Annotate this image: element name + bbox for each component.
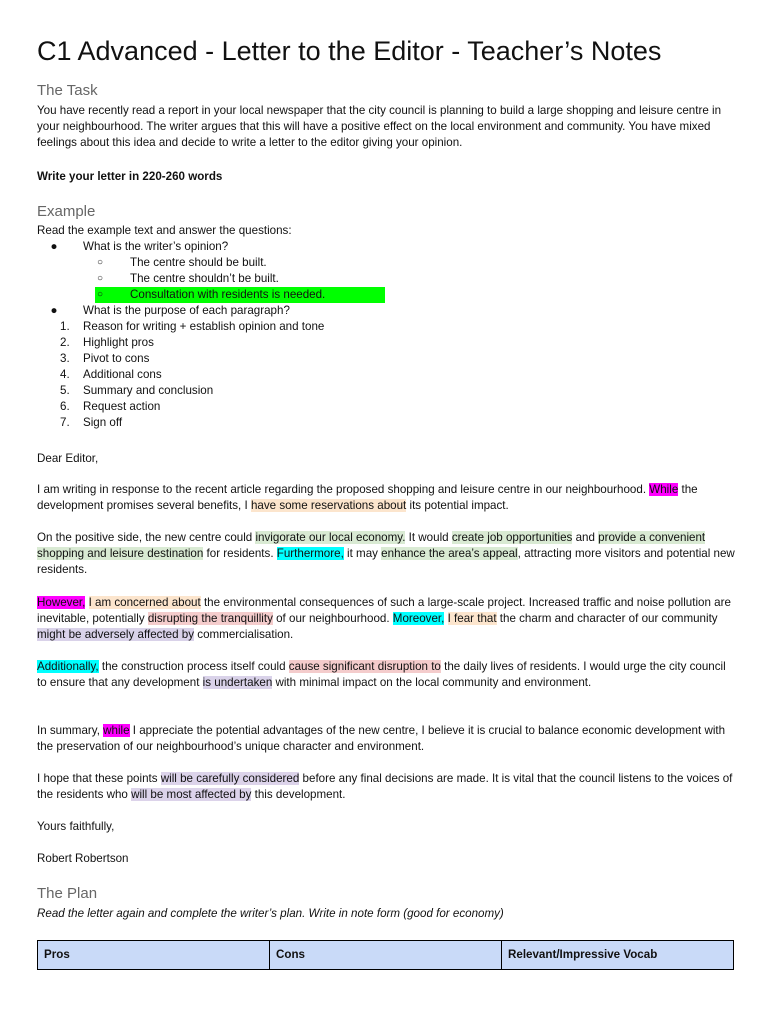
letter-paragraph-2: On the positive side, the new centre could invigorate our local economy. It would create job opportunities and provide a convenient shopping and leisure destination for residents. Furthermore, it may enhance the area’s appeal, attracting more visitors and potential new residents. [37,531,735,576]
plan-heading: The Plan [37,885,98,902]
purpose-item: 3. Pivot to cons [60,352,150,365]
vocab-highlight: cause significant disruption to [288,660,441,673]
task-heading: The Task [37,82,98,99]
linker-highlight: Moreover, [392,612,445,625]
purpose-item: 6. Request action [60,400,161,413]
letter-closing: Yours faithfully, [37,820,115,833]
letter-signature: Robert Robertson [37,852,129,865]
letter-paragraph-3: However, I am concerned about the environmental consequences of such a large-scale project. Increased traffic and noise pollution are inevitable, potentially disrupting the tranquillity of our neighbourhood. Moreover, I fear that the charm and character of our community might be adversely affected by commercialisation. [37,596,731,641]
passive-highlight: will be most affected by [131,788,252,801]
vocab-highlight: disrupting the tranquillity [147,612,273,625]
vocab-highlight: create job opportunities [451,531,573,544]
question-item: ● What is the purpose of each paragraph? [37,303,737,319]
document-title: C1 Advanced - Letter to the Editor - Teacher’s Notes [37,36,662,66]
task-body: You have recently read a report in your local newspaper that the city council is planning to build a large shopping and leisure centre in your neighbourhood. The writer argues that this will have a positive effect on the local environment and community. You have mixed feelings about this idea and decide to write a letter to the editor giving your opinion. [37,104,722,149]
vocab-highlight: invigorate our local economy. [255,531,406,544]
circle-bullet-icon: ○ [97,273,104,284]
linker-highlight: Additionally, [37,660,99,673]
option-item: ○ The centre shouldn’t be built. [97,272,279,285]
purpose-item: 7. Sign off [60,416,123,429]
circle-bullet-icon: ○ [97,257,104,268]
plan-table [37,940,734,970]
example-questions [37,239,737,431]
purpose-item: 4. Additional cons [60,368,162,381]
vocab-highlight: enhance the area’s appeal [381,547,518,560]
column-header-pros: Pros [38,941,270,970]
purpose-item: 2. Highlight pros [60,336,154,349]
vocab-highlight: provide a convenient shopping and leisure destination [37,531,706,560]
purpose-item: 1. Reason for writing + establish opinion and tone [60,320,325,333]
opinion-phrase-highlight: have some reservations about [250,499,407,512]
passive-highlight: will be carefully considered [160,772,300,785]
linker-highlight: While [649,483,679,496]
letter-paragraph-1: I am writing in response to the recent article regarding the proposed shopping and leisure centre in our neighbourhood. While the development promises several benefits, I have some reservations about its potential impact. [37,483,698,512]
bullet-icon: ● [50,304,58,317]
option-item-answer: ○ Consultation with residents is needed. [37,287,737,303]
circle-bullet-icon: ○ [97,289,104,300]
opinion-phrase-highlight: I fear that [447,612,497,625]
example-heading: Example [37,203,96,220]
passive-highlight: might be adversely affected by [37,628,195,641]
column-header-vocab: Relevant/Impressive Vocab [502,941,734,970]
letter-greeting: Dear Editor, [37,452,99,465]
linker-highlight: However, [37,596,86,609]
column-header-cons: Cons [270,941,502,970]
passive-highlight: is undertaken [202,676,273,689]
bullet-icon: ● [50,240,58,253]
task-instruction: Write your letter in 220-260 words [37,170,223,183]
letter-paragraph-6: I hope that these points will be carefully considered before any final decisions are made. It is vital that the council listens to the voices of the residents who will be most affected by this development. [37,772,733,801]
option-item: ○ The centre should be built. [97,256,267,269]
question-item: ● What is the writer’s opinion? [37,239,737,255]
plan-instruction: Read the letter again and complete the writer’s plan. Write in note form (good for economy) [37,907,504,920]
opinion-phrase-highlight: I am concerned about [88,596,201,609]
letter-paragraph-5: In summary, while I appreciate the potential advantages of the new centre, I believe it is crucial to balance economic development with the preservation of our neighbourhood’s unique character and environment. [37,724,726,753]
letter-paragraph-4: Additionally, the construction process itself could cause significant disruption to the daily lives of residents. I would urge the city council to ensure that any development is undertaken with minimal impact on the local community and environment. [37,660,726,689]
plan-table-header-row [38,941,734,970]
example-intro: Read the example text and answer the questions: [37,224,292,237]
linker-highlight: while [103,724,130,737]
purpose-item: 5. Summary and conclusion [60,384,214,397]
linker-highlight: Furthermore, [276,547,344,560]
